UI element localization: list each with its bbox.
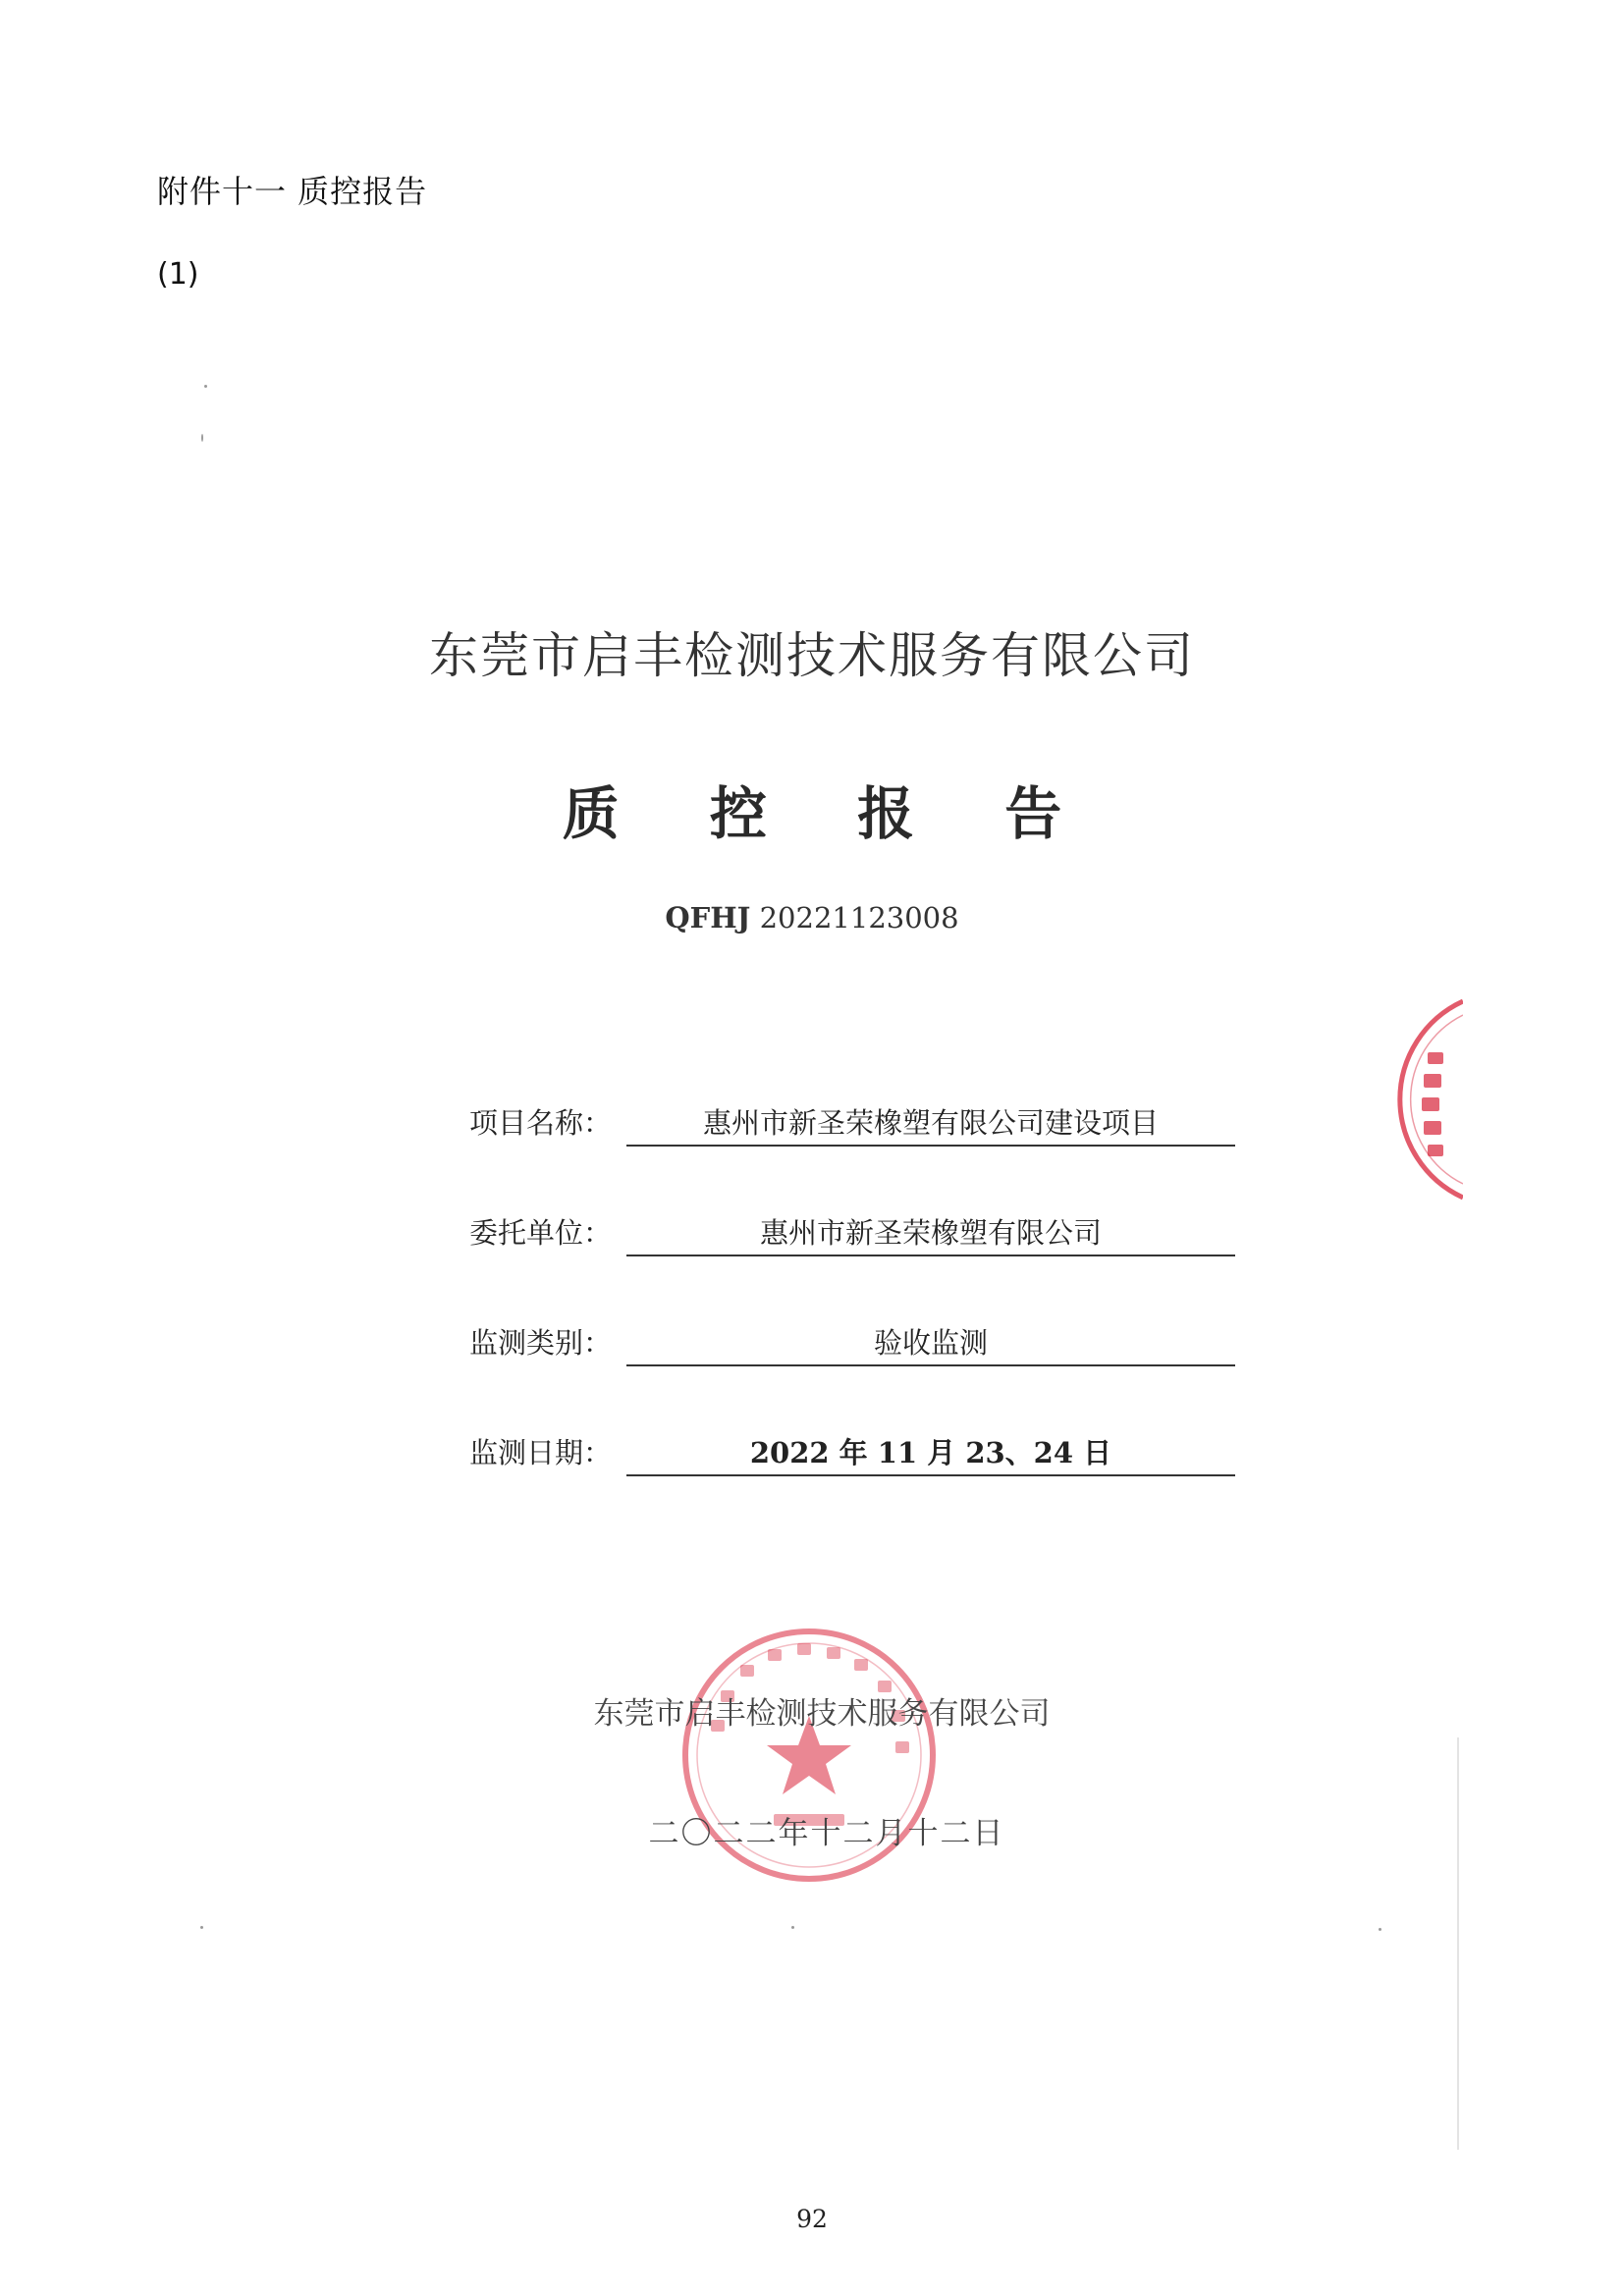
attachment-title: 附件十一 质控报告: [157, 173, 428, 210]
scan-speck: [791, 1926, 794, 1929]
scan-speck: [1379, 1928, 1381, 1931]
section-marker: (1): [157, 257, 199, 292]
report-number-prefix: QFHJ: [665, 901, 751, 934]
field-value: 验收监测: [626, 1321, 1235, 1366]
field-label: 项目名称：: [469, 1106, 613, 1140]
field-value: 惠州市新圣荣橡塑有限公司建设项目: [626, 1101, 1235, 1147]
issue-date: 二〇二二年十二月十二日: [648, 1816, 1005, 1851]
issuer-name: 东莞市启丰检测技术服务有限公司: [593, 1696, 1051, 1732]
scan-speck: [201, 434, 203, 442]
field-value: 惠州市新圣荣橡塑有限公司: [626, 1211, 1235, 1256]
scan-edge-line: [1457, 1737, 1459, 2150]
field-value: 2022 年 11 月 23、24 日: [626, 1431, 1235, 1476]
field-monitoring-date: [469, 1431, 1235, 1480]
scan-speck: [204, 385, 207, 388]
page-number: 92: [796, 2205, 828, 2233]
report-number-value: 20221123008: [759, 901, 959, 934]
field-project-name: [469, 1101, 1235, 1150]
report-number: [0, 901, 1624, 934]
field-client: [469, 1211, 1235, 1260]
edge-seal-stamp: [1394, 991, 1463, 1207]
field-label: 委托单位：: [469, 1216, 613, 1250]
field-monitoring-type: [469, 1321, 1235, 1370]
field-label: 监测日期：: [469, 1436, 613, 1469]
field-label: 监测类别：: [469, 1326, 613, 1360]
scan-speck: [200, 1926, 203, 1929]
company-name: 东莞市启丰检测技术服务有限公司: [429, 627, 1195, 684]
report-title: 质 控 报 告: [562, 780, 1098, 847]
